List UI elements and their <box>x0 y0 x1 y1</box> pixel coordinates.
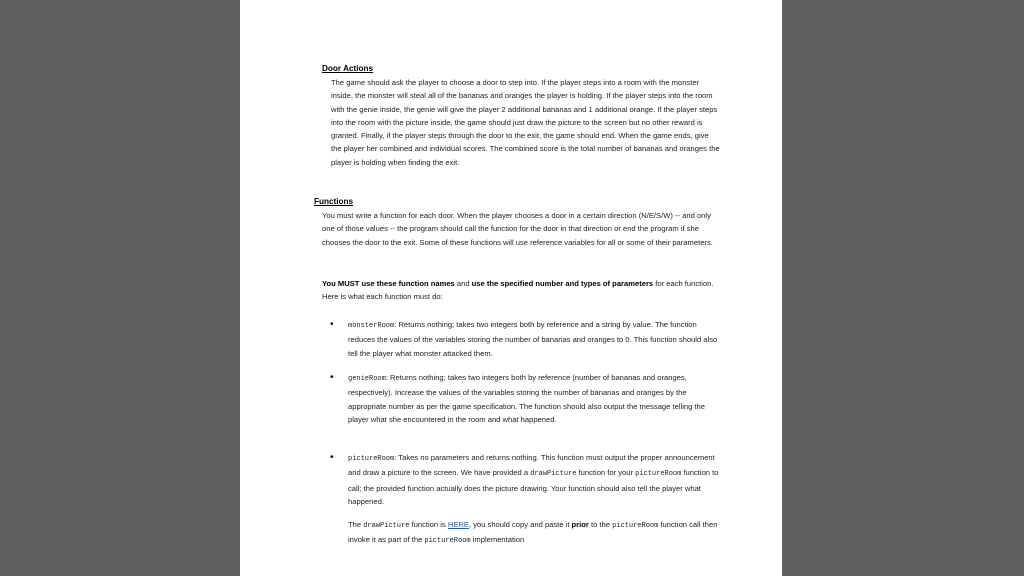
note-copy: , you should copy and paste it <box>468 520 572 529</box>
note-room-code-2: pictureRoom <box>424 537 471 546</box>
here-link[interactable]: HERE <box>447 520 469 529</box>
must-use-paragraph <box>322 277 714 304</box>
functions-paragraph: You must write a function for each door. When the player chooses a door in a certain direction (N/E/S/W) -- and only one of those values -- the program should call the function for the door in that direction or end the program if she chooses the door to the exit. Some of these functions will use reference variables for all or some of their parameters. <box>322 211 713 247</box>
genie-room-text: : Returns nothing; takes two integers both by reference (number of bananas and oranges, respectively). Increase the values of the variables storing the number of bananas and oranges by the appropriate number as per the game specification. The function should also output the message telling the player what she encountered in the room and what happened. <box>348 373 705 424</box>
must-use-mid: and <box>454 279 472 288</box>
note-prior-bold: prior <box>571 520 589 529</box>
note-to-the: to the <box>588 520 613 529</box>
monster-room-code: monsterRoom <box>348 322 395 330</box>
monster-room-item <box>348 318 720 360</box>
picture-room-code: pictureRoom <box>348 455 395 463</box>
draw-picture-code: drawPicture <box>530 470 577 479</box>
must-use-params-bold: use the specified number and types of parameters <box>471 279 654 288</box>
picture-room-code-inline: pictureRoom <box>635 470 682 479</box>
note-function-is: function is <box>409 520 448 529</box>
picture-room-text-2: function for your <box>576 468 636 478</box>
must-use-names-bold: You MUST use these function names <box>322 279 455 288</box>
genie-room-code: genieRoom <box>348 375 386 383</box>
bullet-marker: • <box>330 452 334 463</box>
door-actions-paragraph: The game should ask the player to choose a door to step into. If the player steps into a room with the monster inside, the monster will steal all of the bananas and oranges the player is holding. If the player steps into the room with the genie inside, the genie will give the player 2 additional bananas and 1 additional orange. If the player steps into the room with the picture inside, the game should just draw the picture to the screen but no other reward is granted. Finally, if the player steps through the door to the exit, the game should end. When the game ends, give the player her combined and individual scores. The combined score is the total number of bananas and oranges the player is holding when finding the exit. <box>331 78 720 167</box>
note-room-code-1: pictureRoom <box>612 522 659 530</box>
door-actions-heading: Door Actions <box>322 64 374 73</box>
draw-picture-note <box>348 518 720 549</box>
note-call-then: function call then invoke it as part of the <box>348 520 718 545</box>
note-the: The <box>348 520 364 529</box>
bullet-marker: • <box>330 319 334 330</box>
document-page <box>240 0 782 576</box>
note-draw-code: drawPicture <box>363 522 410 530</box>
note-implementation: implementation <box>470 535 525 545</box>
bullet-marker: • <box>330 372 334 383</box>
picture-room-text-3: function to call; the provided function actually does the picture drawing. Your function should also tell the player what happened. <box>348 468 719 506</box>
monster-room-text: : Returns nothing; takes two integers both by reference and a string by value. The function reduces the values of the variables storing the number of bananas and oranges to 0. This function should also tell the player what monster attacked them. <box>348 320 718 358</box>
must-use-tail: for each function. Here is what each function must do: <box>322 279 714 302</box>
picture-room-item <box>348 451 720 508</box>
genie-room-item <box>348 371 720 426</box>
picture-room-text-1: : Takes no parameters and returns nothing. This function must output the proper announcement and draw a picture to the screen. We have provided a <box>348 453 715 478</box>
functions-heading: Functions <box>314 197 354 206</box>
